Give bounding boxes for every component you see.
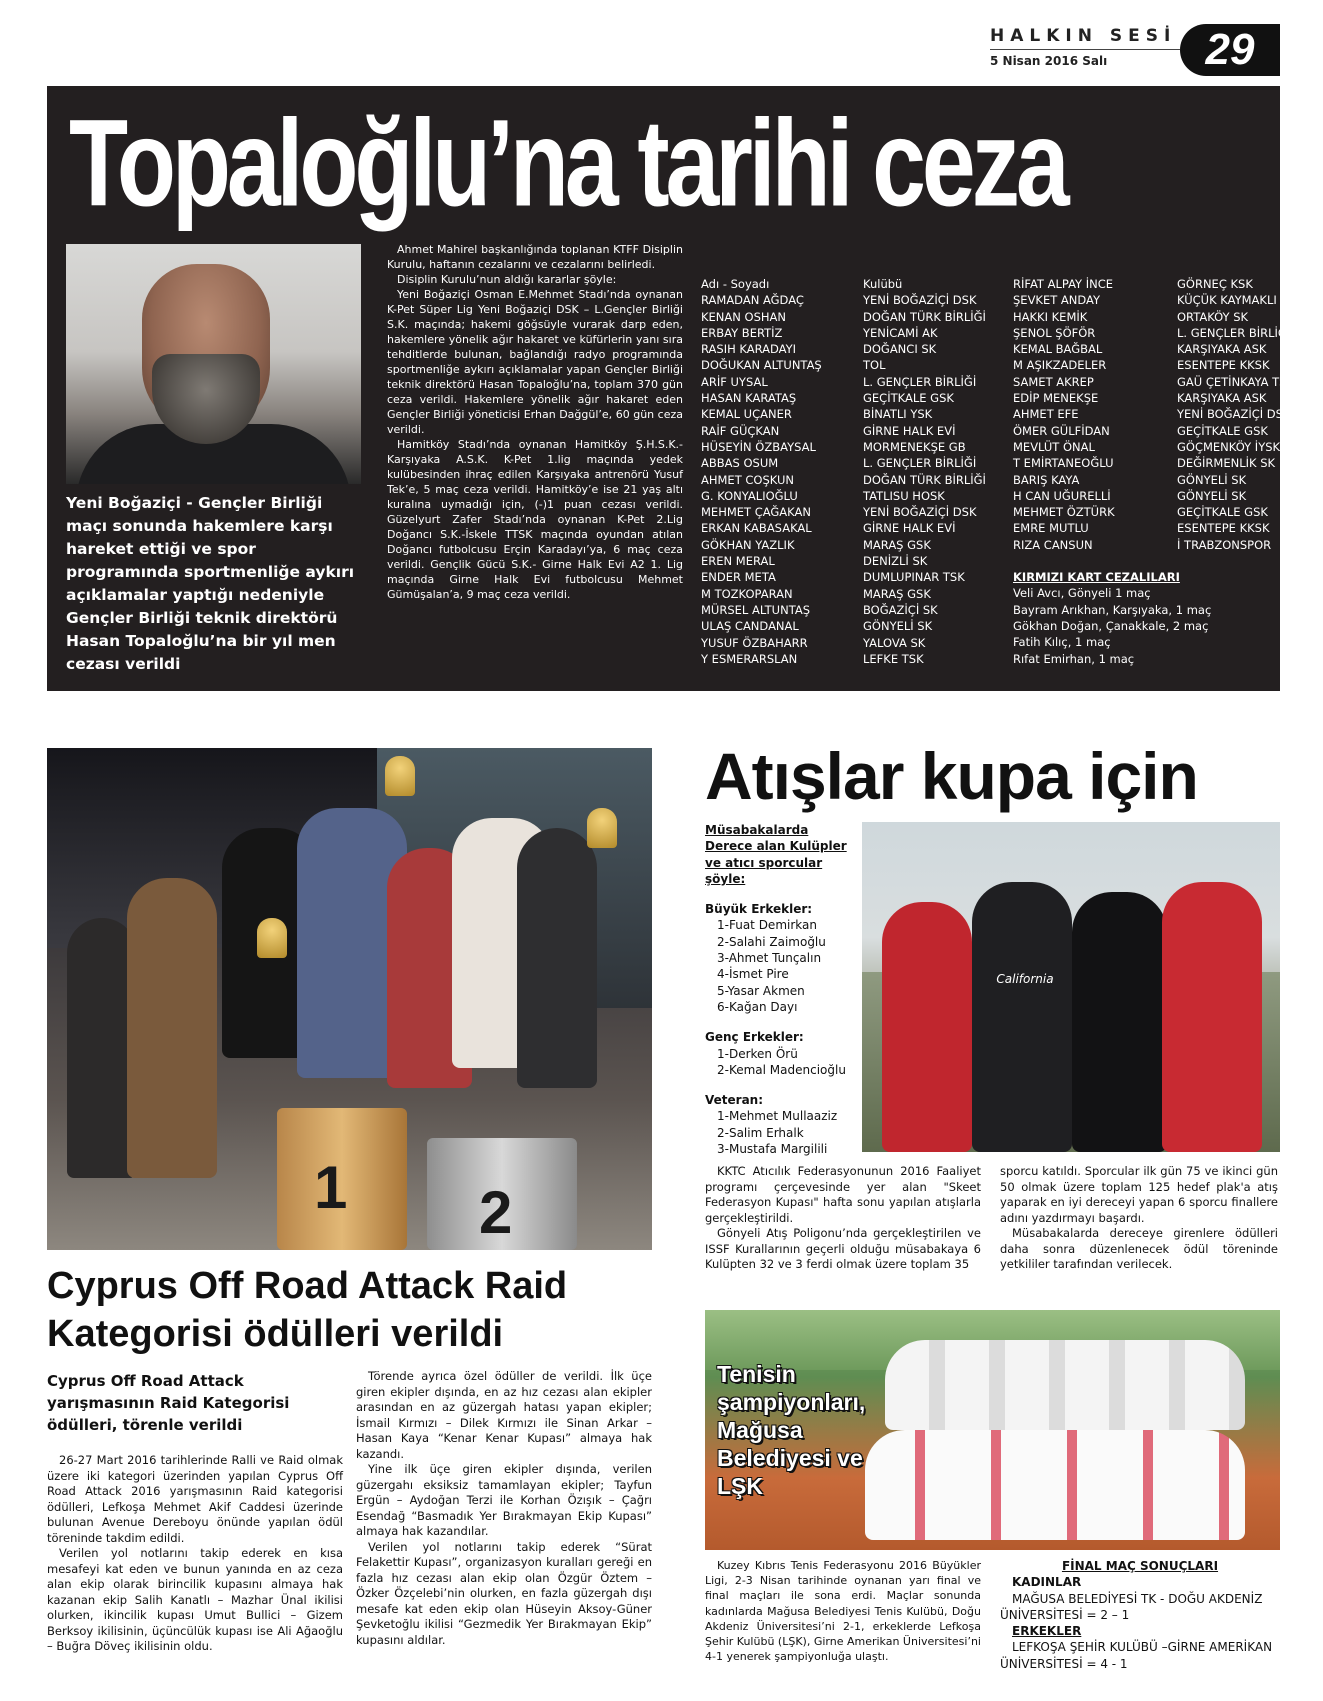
penalized-name: G. KONYALIOĞLU [701, 488, 798, 503]
penalized-club: DUMLUPINAR TSK [863, 570, 965, 585]
person-figure [517, 828, 597, 1088]
front-row-players [865, 1430, 1245, 1540]
story-paragraph: Disiplin Kurulu’nun aldığı kararlar şöyle: [397, 273, 617, 286]
penalized-club: BİNATLI YSK [863, 407, 933, 422]
tennis-photo-caption: Tenisin şampiyonları, Mağusa Belediyesi ve LŞK [717, 1361, 866, 1499]
penalized-name: ARİF UYSAL [701, 374, 768, 389]
penalized-name: MEHMET ÖZTÜRK [1013, 505, 1115, 520]
penalized-name: SAMET AKREP [1013, 374, 1094, 389]
result-entry: 1-Derken Örü [717, 1046, 798, 1061]
penalized-club: GÖNYELİ SK [1177, 472, 1247, 487]
penalized-club: GÖNYELİ SK [1177, 488, 1247, 503]
penalized-club: L. GENÇLER BİRLİĞİ [863, 374, 977, 389]
penalized-name: YUSUF ÖZBAHARR [701, 635, 808, 650]
names-list-1 [701, 292, 822, 667]
red-card-entry: Rıfat Emirhan, 1 maç [1013, 651, 1135, 666]
penalized-club: KARŞIYAKA ASK [1177, 391, 1267, 406]
podium-number-second: 2 [479, 1179, 513, 1246]
penalized-name: ERKAN KABASAKAL [701, 521, 812, 536]
penalized-club: GÖÇMENKÖY İYSK [1177, 439, 1281, 454]
shooting-result-groups [705, 901, 855, 1157]
penalized-name: HÜSEYİN ÖZBAYSAL [701, 439, 816, 454]
trophy-icon [257, 918, 287, 958]
shooting-paragraph: KKTC Atıcılık Federasyonunun 2016 Faaliyet programı çerçevesinde yer alan "Skeet Federasyon Kupası" hafta sonu yapılan atışlarla gerçekleştirildi. [705, 1164, 981, 1225]
person-figure [127, 878, 217, 1178]
penalized-name: ÖMER GÜLFİDAN [1013, 423, 1110, 438]
penalized-club: L. GENÇLER BİRLİĞİ [863, 456, 977, 471]
penalized-club: DOĞANCI SK [863, 342, 937, 357]
penalized-club: YENİ BOĞAZİÇİ DSK [863, 505, 977, 520]
clubs-header: Kulübü [863, 277, 903, 291]
page-number: 29 [1180, 24, 1280, 76]
penalized-club: KÜÇÜK KAYMAKLI [1177, 293, 1277, 308]
penalized-name: ABBAS OSUM [701, 456, 779, 471]
story-paragraph: Ahmet Mahirel başkanlığında toplanan KTFF Disiplin Kurulu, haftanın cezalarını ve cezalarını belirledi. [387, 243, 683, 271]
penalized-club: DOĞAN TÜRK BİRLİĞİ [863, 309, 986, 324]
shirt-logo: California [996, 972, 1054, 986]
topaloglu-photo [66, 244, 361, 484]
newspaper-name: HALKIN SESİ [990, 26, 1177, 46]
tennis-paragraph: Kuzey Kıbrıs Tenis Federasyonu 2016 Büyükler Ligi, 2-3 Nisan tarihinde oynanan yarı final ve final maçları ile sona erdi. Maçlar sonunda kadınlarda Mağusa Belediyesi Tenis Kulübü, Doğu Akdeniz Üniversitesi’ni 2-1, erkeklerde Lefkoşa Şehir Kulübü (LŞK), Girne Amerikan Üniversitesi’ni 4-1 yenerek şampiyonluğa ulaştı. [705, 1559, 981, 1664]
result-entry: 1-Mehmet Mullaaziz [717, 1109, 838, 1124]
penalized-club: ESENTEPE KKSK [1177, 358, 1270, 373]
masthead [980, 22, 1280, 78]
penalized-name: GÖKHAN YAZLIK [701, 537, 795, 552]
penalized-club: GAÜ ÇETİNKAYA TSK [1177, 374, 1294, 389]
raid-paragraph: Verilen yol notlarını takip ederek en kısa mesafeyi kat eden ve bunun yanında en az ceza alan ekip olarak birincilik kupasını almaya hak kazanan ekip Salih Kanatlı – Mazhar Ünal ikilisi olurken, ikincilik kupası Umut Bullici – Gizem Berksoy ikilisinin, üçüncülük kupası ise Ali Ağaoğlu – Buğra Döveç ikilisinin oldu. [47, 1546, 343, 1653]
penalized-club: YALOVA SK [863, 635, 926, 650]
red-card-list [1013, 585, 1211, 666]
penalized-club: TATLISU HOSK [863, 488, 945, 503]
penalized-name: AHMET COŞKUN [701, 472, 795, 487]
result-group-items [705, 1108, 855, 1157]
penalized-name: EREN MERAL [701, 554, 775, 569]
penalized-club: YENİCAMİ AK [863, 325, 938, 340]
penalized-club: GEÇİTKALE GSK [1177, 505, 1268, 520]
shooter-figure [1072, 892, 1167, 1152]
penalized-club: BOĞAZİÇİ SK [863, 602, 938, 617]
penalized-name: Y ESMERARSLAN [701, 651, 798, 666]
penalized-name: KENAN OSHAN [701, 309, 787, 324]
result-entry: 6-Kağan Dayı [717, 999, 798, 1014]
women-result: MAĞUSA BELEDİYESİ TK - DOĞU AKDENİZ ÜNİVERSİTESİ = 2 – 1 [1000, 1591, 1263, 1622]
penalty-clubs-column-1 [863, 276, 986, 667]
penalty-names-column-1 [701, 276, 822, 667]
women-label: KADINLAR [1012, 1575, 1082, 1590]
names-header: Adı - Soyadı [701, 277, 770, 291]
shooter-figure [972, 882, 1072, 1152]
result-entry: 5-Yasar Akmen [717, 983, 805, 998]
trophy-icon [587, 808, 617, 848]
result-group-title: Büyük Erkekler: [705, 902, 813, 917]
penalized-name: RAMADAN AĞDAÇ [701, 293, 804, 308]
result-entry: 3-Ahmet Tunçalın [717, 951, 822, 966]
raid-subheadline: Cyprus Off Road Attack yarışmasının Raid Kategorisi ödülleri, törenle verildi [47, 1372, 290, 1434]
penalized-club: L. GENÇLER BİRLİĞİ [1177, 325, 1291, 340]
penalized-name: ULAŞ CANDANAL [701, 619, 799, 634]
penalized-name: M AŞIKZADELER [1013, 358, 1107, 373]
penalized-club: GİRNE HALK EVİ [863, 423, 956, 438]
shooting-paragraph: Müsabakalarda dereceye girenlere ödülleri daha sonra düzenlenecek ödül töreninde yetkililer tarafından verilecek. [1000, 1226, 1278, 1271]
red-card-header: KIRMIZI KART CEZALILARI [1013, 570, 1180, 585]
result-entry: 4-İsmet Pire [717, 967, 789, 982]
final-results [1000, 1558, 1280, 1672]
penalized-name: RIZA CANSUN [1013, 537, 1093, 552]
masthead-rule [990, 49, 1180, 50]
penalized-club: GEÇİTKALE GSK [1177, 423, 1268, 438]
shooting-team-photo [862, 822, 1280, 1152]
red-card-entry: Gökhan Doğan, Çanakkale, 2 maç [1013, 618, 1209, 633]
penalized-name: EMRE MUTLU [1013, 521, 1089, 536]
penalized-name: M TOZKOPARAN [701, 586, 793, 601]
raid-body-col-2 [356, 1369, 652, 1648]
penalized-club: YENİ BOĞAZİÇİ DSK [863, 293, 977, 308]
penalized-club: İ TRABZONSPOR [1177, 537, 1272, 552]
final-results-header: FİNAL MAÇ SONUÇLARI [1061, 1559, 1219, 1573]
red-card-entry: Veli Avcı, Gönyeli 1 maç [1013, 586, 1151, 601]
penalized-name: ERBAY BERTİZ [701, 325, 783, 340]
penalized-club: MARAŞ GSK [863, 586, 931, 601]
penalized-club: GÖRNEÇ KSK [1177, 277, 1253, 291]
penalized-club: KARŞIYAKA ASK [1177, 342, 1267, 357]
trophy-icon [385, 756, 415, 796]
penalized-club: LEFKE TSK [863, 651, 924, 666]
penalized-name: AHMET EFE [1013, 407, 1079, 422]
result-entry: 3-Mustafa Margilili [717, 1142, 828, 1157]
penalized-name: EDİP MENEKŞE [1013, 391, 1099, 406]
raid-award-photo [47, 748, 652, 1250]
penalized-club: GÖNYELİ SK [863, 619, 933, 634]
shooting-paragraph: sporcu katıldı. Sporcular ilk gün 75 ve ikinci gün 50 olmak üzere toplam 125 hedef plak'a atış yaparak en iyi dereceyi yapan 6 sporcu finallere adını yazdırmayı başardı. [1000, 1164, 1278, 1225]
penalized-club: ESENTEPE KKSK [1177, 521, 1270, 536]
shooting-body-col-2 [1000, 1164, 1278, 1273]
men-result: LEFKOŞA ŞEHİR KULÜBÜ –GİRNE AMERİKAN ÜNİVERSİTESİ = 4 - 1 [1000, 1640, 1273, 1671]
issue-date: 5 Nisan 2016 Salı [990, 54, 1108, 68]
result-entry: 2-Salahi Zaimoğlu [717, 934, 826, 949]
penalized-club: DEĞİRMENLİK SK [1177, 456, 1276, 471]
penalized-club: GİRNE HALK EVİ [863, 521, 956, 536]
raid-paragraph: Verilen yol notlarını takip ederek “Sürat Felakettir Kupası”, organizasyon kuralları gereği en fazla hız cezası alan ekip olan Özgür Öztem – Özker Özçelebi’nin olurken, en fazla güzergah dışı mesafe kat eden ekip olan Hüseyin Aksoy-Güner Şevketoğlu ikilisi “Gezmedik Yer Bırakmayan Ekip” kupasını aldılar. [356, 1539, 652, 1647]
clubs-list-2 [1177, 276, 1294, 553]
penalized-club: MORMENEKŞE GB [863, 439, 966, 454]
top-headline: Topaloğlu’na tarihi ceza [69, 94, 1066, 233]
penalized-club: DOĞAN TÜRK BİRLİĞİ [863, 472, 986, 487]
penalized-name: KEMAL BAĞBAL [1013, 342, 1103, 357]
penalized-name: HAKKI KEMİK [1013, 309, 1088, 324]
penalized-name: DOĞUKAN ALTUNTAŞ [701, 358, 822, 373]
shooting-results-header: Müsabakalarda Derece alan Kulüpler ve atıcı sporcular şöyle: [705, 823, 847, 886]
raid-paragraph: 26-27 Mart 2016 tarihlerinde Ralli ve Raid olmak üzere iki kategori üzerinden yapılan Cyprus Off Road Attack 2016 yarışmasının Raid kategorisi ödülleri, Lefkoşa Mehmet Akif Caddesi üzerinde bulunan Avenue Dereboyu önünde yapılan ödül töreninde takdim edildi. [47, 1453, 343, 1545]
penalized-club: MARAŞ GSK [863, 537, 931, 552]
penalized-club: TOL [863, 358, 886, 373]
penalized-name: RAİF GÜÇKAN [701, 423, 780, 438]
shooter-figure [882, 902, 972, 1152]
men-label: ERKEKLER [1012, 1624, 1082, 1639]
back-row-players [885, 1340, 1245, 1430]
penalized-name: ENDER META [701, 570, 776, 585]
shooting-body-col-1 [705, 1164, 981, 1273]
clubs-list-1 [863, 292, 986, 667]
penalized-name: RASIH KARADAYI [701, 342, 797, 357]
shooter-figure [1162, 882, 1262, 1152]
top-story-body [387, 242, 683, 602]
story-paragraph: Hamitköy Stadı’nda oynanan Hamitköy Ş.H.S.K.-Karşıyaka A.S.K. K-Pet 1.lig maçında yedek kulübesinden ihraç edilen Karşıyaka antrenörü Yusuf Tek’e, 5 maç ceza verildi. Hamitköy’e ise 21 yaş altı kuralına uymadığı için, (-)1 puan cezası verildi. Güzelyurt Zafer Stadı’nda oynanan K-Pet 2.Lig Doğancı S.K.-İskele TTSK maçında oyundan atılan Doğancı futbolcusu Erçin Karadayı’ya, 6 maç ceza verildi. Gençlik Gücü S.K.- Girne Halk Evi A2 1. Lig maçında Girne Halk Evi futbolcusu Mehmet Gümüşalan’a, 9 maç ceza verildi. [387, 438, 683, 601]
photo-caption: Yeni Boğaziçi - Gençler Birliği maçı sonunda hakemlere karşı hareket ettiği ve spor programında sportmenliğe aykırı açıklamalar yaptığı nedeniyle Gençler Birliği teknik direktörü Hasan Topaloğlu’na bir yıl men cezası verildi [66, 494, 355, 673]
podium-number-first: 1 [314, 1154, 348, 1221]
penalized-name: T EMİRTANEOĞLU [1013, 456, 1114, 471]
shooting-headline: Atışlar kupa için [705, 739, 1198, 813]
penalized-name: KEMAL UÇANER [701, 407, 792, 422]
tennis-team-photo [705, 1310, 1280, 1550]
penalized-name: MEHMET ÇAĞAKAN [701, 505, 811, 520]
top-story-panel [47, 86, 1294, 691]
penalty-clubs-column-2 [1177, 276, 1294, 553]
penalized-name: BARIŞ KAYA [1013, 472, 1080, 487]
penalized-club: GEÇİTKALE GSK [863, 391, 954, 406]
red-card-entry: Fatih Kılıç, 1 maç [1013, 635, 1111, 650]
shooting-results [705, 822, 855, 1157]
result-group-items [705, 1046, 855, 1079]
result-group-title: Genç Erkekler: [705, 1030, 804, 1045]
result-group-items [705, 917, 855, 1015]
tennis-body [705, 1558, 981, 1664]
story-paragraph: Yeni Boğaziçi Osman E.Mehmet Stadı’nda oynanan K-Pet Süper Lig Yeni Boğaziçi DSK – L.Gençler Birliği S.K. maçında; hakemi göğsüyle vurarak darp eden, hakemlere yönelik ağır hakaret ve küfürlerin yanı sıra tehditlerde bulunan, bağlandığı radyo programında sportmenliğe aykırı açıklamalar yapan Gençler Birliği teknik direktörü Hasan Topaloğlu’na, toplam 370 gün ceza verildi. Hakemlere yönelik ağır hakaret eden Gençler Birliği yöneticisi Erhan Dağgül’e, 60 gün ceza verildi. [387, 288, 683, 436]
result-entry: 1-Fuat Demirkan [717, 918, 817, 933]
result-entry: 2-Salim Erhalk [717, 1125, 804, 1140]
result-group-title: Veteran: [705, 1093, 764, 1108]
penalized-name: ŞEVKET ANDAY [1013, 293, 1101, 308]
raid-paragraph: Yine ilk üçe giren ekipler dışında, verilen güzergahı eksiksiz tamamlayan ekipler; Tayfun Ergün – Aydoğan Terzi ile Korhan Özışık – Çağrı Esendağ “Basmadık Yer Bırakmayan Ekip Kupası” almaya hak kazandılar. [356, 1462, 652, 1538]
shooting-paragraph: Gönyeli Atış Poligonu’nda gerçekleştirilen ve ISSF Kurallarının geçerli olduğu müsabakaya 6 Kulüpten 32 ve 3 ferdi olmak üzere toplam 35 [705, 1226, 981, 1271]
raid-paragraph: Törende ayrıca özel ödüller de verildi. İlk üçe giren ekipler dışında, en az hız cezası alan ekipler arasından en az güzergah hatası yapan ekipler; İsmail Kırmızı – Dilek Kırmızı ile Sinan Arkar – Hasan Kaya “Kenar Kenar Kupası” almaya hak kazandı. [356, 1369, 652, 1461]
penalized-name: RİFAT ALPAY İNCE [1013, 277, 1114, 291]
penalized-name: MÜRSEL ALTUNTAŞ [701, 602, 810, 617]
penalized-club: DENİZLİ SK [863, 554, 928, 569]
penalized-name: HASAN KARATAŞ [701, 391, 797, 406]
penalized-name: ŞENOL ŞÖFÖR [1013, 325, 1096, 340]
result-entry: 2-Kemal Madencioğlu [717, 1062, 846, 1077]
raid-body-col-1 [47, 1453, 343, 1655]
penalized-club: ORTAKÖY SK [1177, 309, 1249, 324]
red-card-entry: Bayram Arıkhan, Karşıyaka, 1 maç [1013, 602, 1212, 617]
penalized-name: MEVLÜT ÖNAL [1013, 439, 1095, 454]
penalized-club: YENİ BOĞAZİÇİ DSK [1177, 407, 1291, 422]
raid-headline: Cyprus Off Road Attack Raid Kategorisi ödülleri verildi [47, 1265, 568, 1355]
penalized-name: H CAN UĞURELLİ [1013, 488, 1111, 503]
